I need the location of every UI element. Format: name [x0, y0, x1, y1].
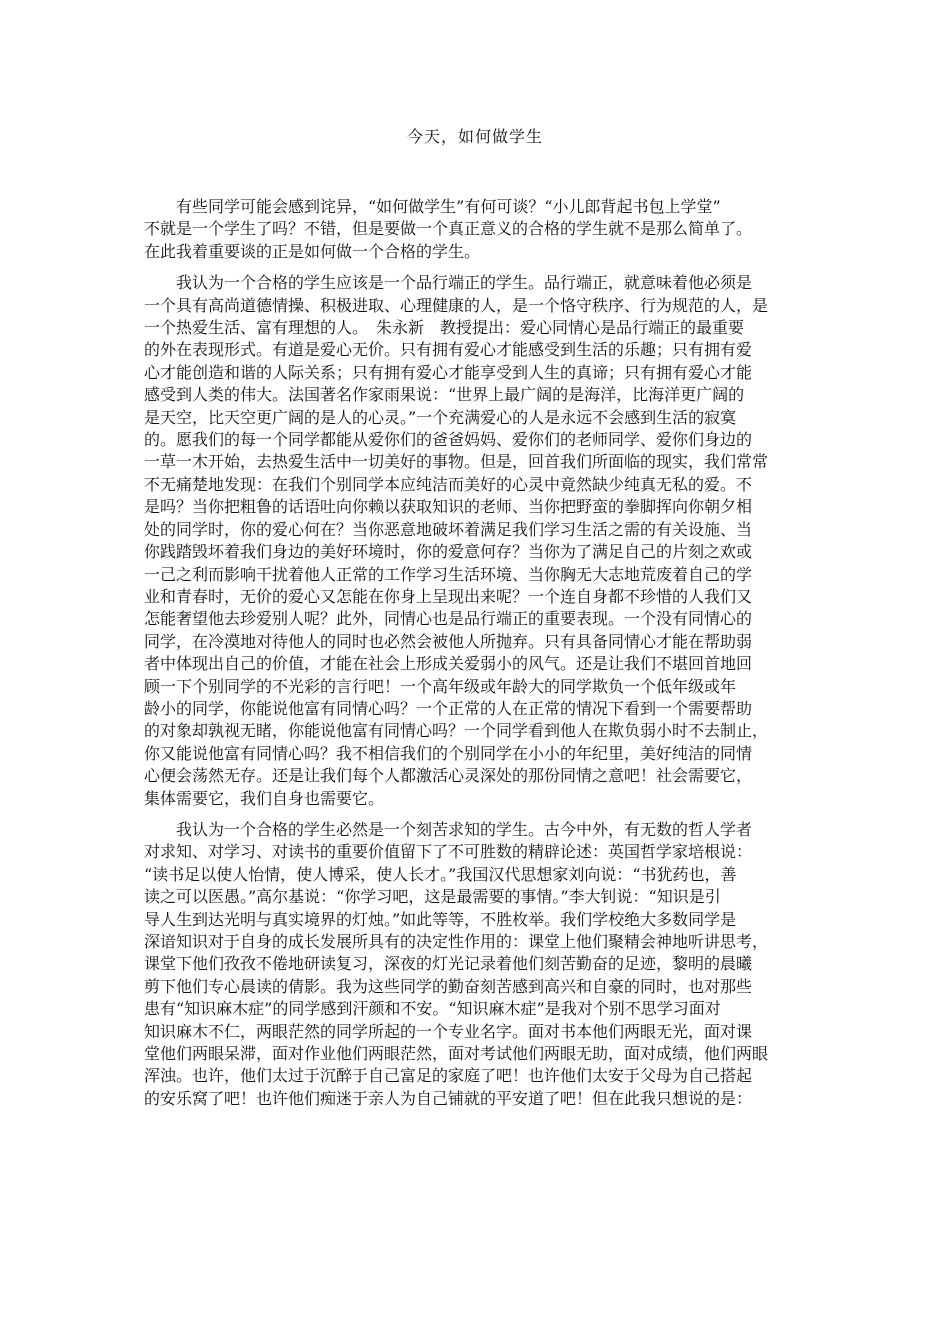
text-line: 你践踏毁坏着我们身边的美好环境时，你的爱意何存？当你为了满足自己的片刻之欢或 — [144, 542, 753, 562]
text-line: 心便会荡然无存。还是让我们每个人都激活心灵深处的那份同情之意吧！社会需要它， — [144, 766, 753, 786]
text-line: 一己之利而影响干扰着他人正常的工作学习生活环境、当你胸无大志地荒废着自己的学 — [144, 564, 753, 584]
text-line: 课堂下他们孜孜不倦地研读复习，深夜的灯光记录着他们刻苦勤奋的足迹，黎明的晨曦 — [144, 954, 753, 974]
text-line: 剪下他们专心晨读的倩影。我为这些同学的勤奋刻苦感到高兴和自豪的同时，也对那些 — [144, 976, 753, 996]
text-line: 我认为一个合格的学生必然是一个刻苦求知的学生。古今中外，有无数的哲人学者 — [176, 819, 753, 839]
text-line: 在此我着重要谈的正是如何做一个合格的学生。 — [144, 241, 481, 261]
text-line: 感受到人类的伟大。法国著名作家雨果说：“世界上最广阔的是海洋，比海洋更广阔的 — [144, 385, 745, 405]
text-line: 不无痛楚地发现：在我们个别同学本应纯洁而美好的心灵中竟然缺少纯真无私的爱。不 — [144, 474, 753, 494]
paragraph — [144, 196, 808, 263]
text-line: 顾一下个别同学的不光彩的言行吧！一个高年级或年龄大的同学欺负一个低年级或年 — [144, 676, 737, 696]
text-line: 的外在表现形式。有道是爱心无价。只有拥有爱心才能感受到生活的乐趣；只有拥有爱 — [144, 340, 753, 360]
text-line: 堂他们两眼呆滞，面对作业他们两眼茫然，面对考试他们两眼无助，面对成绩，他们两眼 — [144, 1044, 769, 1064]
page-title: 今天，如何做学生 — [406, 127, 543, 146]
text-line: 深谙知识对于自身的成长发展所具有的决定性作用的：课堂上他们聚精会神地听讲思考， — [144, 932, 769, 951]
text-line: 导人生到达光明与真实境界的灯烛。”如此等等，不胜枚举。我们学校绝大多数同学是 — [144, 909, 737, 929]
text-line: 一个具有高尚道德情操、积极进取、心理健康的人，是一个恪守秩序、行为规范的人，是 — [144, 295, 769, 315]
paragraph — [144, 819, 808, 1110]
text-line: 我认为一个合格的学生应该是一个品行端正的学生。品行端正，就意味着他必须是 — [176, 273, 753, 293]
text-line: 者中体现出自己的价值，才能在社会上形成关爱弱小的风气。还是让我们不堪回首地回 — [144, 654, 753, 674]
paragraph — [144, 272, 808, 810]
text-line: 不就是一个学生了吗？不错，但是要做一个真正意义的合格的学生就不是那么简单了。 — [144, 219, 753, 239]
text-line: 读之可以医愚。”高尔基说：“你学习吧，这是最需要的事情。”李大钊说：“知识是引 — [144, 887, 721, 907]
text-line: 知识麻木不仁，两眼茫然的同学所起的一个专业名字。面对书本他们两眼无光，面对课 — [144, 1021, 753, 1041]
text-line: 浑浊。也许，他们太过于沉醉于自己富足的家庭了吧！也许他们太安于父母为自己搭起 — [144, 1066, 753, 1086]
text-line: 的安乐窝了吧！也许他们痴迷于亲人为自己铺就的平安道了吧！但在此我只想说的是： — [144, 1088, 753, 1108]
text-line: 龄小的同学，你能说他富有同情心吗？一个正常的人在正常的情况下看到一个需要帮助 — [144, 698, 753, 718]
text-line: 患有“知识麻木症”的同学感到汗颜和不安。“知识麻木症”是我对个别不思学习面对 — [144, 999, 721, 1019]
text-line: 处的同学时，你的爱心何在？当你恶意地破坏着满足我们学习生活之需的有关设施、当 — [144, 519, 753, 539]
text-line: 你又能说他富有同情心吗？我不相信我们的个别同学在小小的年纪里，美好纯洁的同情 — [144, 743, 753, 763]
text-line: 一草一木开始，去热爱生活中一切美好的事物。但是，回首我们所面临的现实，我们常常 — [144, 452, 769, 472]
document-body — [144, 196, 808, 1119]
text-line: 对求知、对学习、对读书的重要价值留下了不可胜数的精辟论述：英国哲学家培根说： — [144, 842, 753, 862]
text-line: “读书足以使人怡情，使人博采，使人长才。”我国汉代思想家刘向说：“书犹药也，善 — [144, 864, 737, 884]
text-line: 是天空，比天空更广阔的是人的心灵。”一个充满爱心的人是永远不会感到生活的寂寞 — [144, 407, 737, 427]
text-line: 业和青春时，无价的爱心又怎能在你身上呈现出来呢？一个连自身都不珍惜的人我们又 — [144, 586, 753, 606]
text-line: 集体需要它，我们自身也需要它。 — [144, 788, 385, 808]
text-line: 的对象却孰视无睹，你能说他富有同情心吗？一个同学看到他人在欺负弱小时不去制止， — [144, 721, 769, 741]
text-line: 同学，在冷漠地对待他人的同时也必然会被他人所抛弃。只有具备同情心才能在帮助弱 — [144, 631, 753, 651]
text-line: 怎能奢望他去珍爱别人呢？此外，同情心也是品行端正的重要表现。一个没有同情心的 — [144, 609, 753, 629]
text-line: 心才能创造和谐的人际关系；只有拥有爱心才能享受到人生的真谛；只有拥有爱心才能 — [144, 362, 753, 382]
text-line: 是吗？当你把粗鲁的话语吐向你赖以获取知识的老师、当你把野蛮的拳脚挥向你朝夕相 — [144, 497, 753, 517]
text-line: 的。愿我们的每一个同学都能从爱你们的爸爸妈妈、爱你们的老师同学、爱你们身边的 — [144, 430, 753, 450]
text-line: 一个热爱生活、富有理想的人。 朱永新 教授提出：爱心同情心是品行端正的最重要 — [144, 318, 745, 338]
text-line: 有些同学可能会感到诧异，“如何做学生”有何可谈？“小儿郎背起书包上学堂” — [176, 197, 721, 216]
